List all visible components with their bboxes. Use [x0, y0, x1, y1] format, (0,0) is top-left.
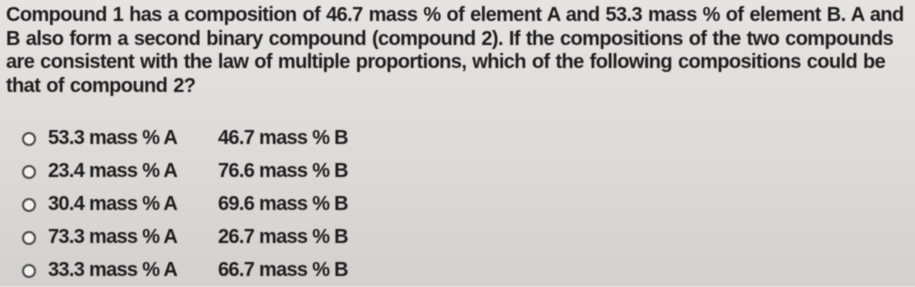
answer-option-2[interactable]	[22, 155, 582, 188]
option-mass-a: 23.4 mass % A	[48, 160, 178, 182]
answer-option-1[interactable]	[22, 122, 582, 155]
option-mass-a: 53.3 mass % A	[48, 127, 178, 149]
radio-button-icon[interactable]	[22, 198, 36, 212]
answer-option-5[interactable]	[22, 254, 582, 287]
radio-button-icon[interactable]	[22, 132, 36, 146]
radio-button-icon[interactable]	[22, 264, 36, 278]
answer-option-4[interactable]	[22, 221, 582, 254]
option-mass-a: 33.3 mass % A	[48, 259, 178, 281]
question-text: Compound 1 has a composition of 46.7 mass % of element A and 53.3 mass % of element B. A and B also form a second binary compound (compound 2). If the compositions of the two compounds are consistent with the law of multiple proportions, which of the following compositions could be that of compound 2?	[6, 4, 904, 97]
answer-option-3[interactable]	[22, 188, 582, 221]
radio-button-icon[interactable]	[22, 231, 36, 245]
option-mass-b: 46.7 mass % B	[218, 127, 348, 149]
option-mass-a: 73.3 mass % A	[48, 226, 178, 248]
option-mass-a: 30.4 mass % A	[48, 193, 178, 215]
answer-options	[22, 122, 582, 287]
option-mass-b: 76.6 mass % B	[218, 160, 348, 182]
option-mass-b: 66.7 mass % B	[218, 259, 348, 281]
option-mass-b: 69.6 mass % B	[218, 193, 348, 215]
radio-button-icon[interactable]	[22, 165, 36, 179]
option-mass-b: 26.7 mass % B	[218, 226, 348, 248]
